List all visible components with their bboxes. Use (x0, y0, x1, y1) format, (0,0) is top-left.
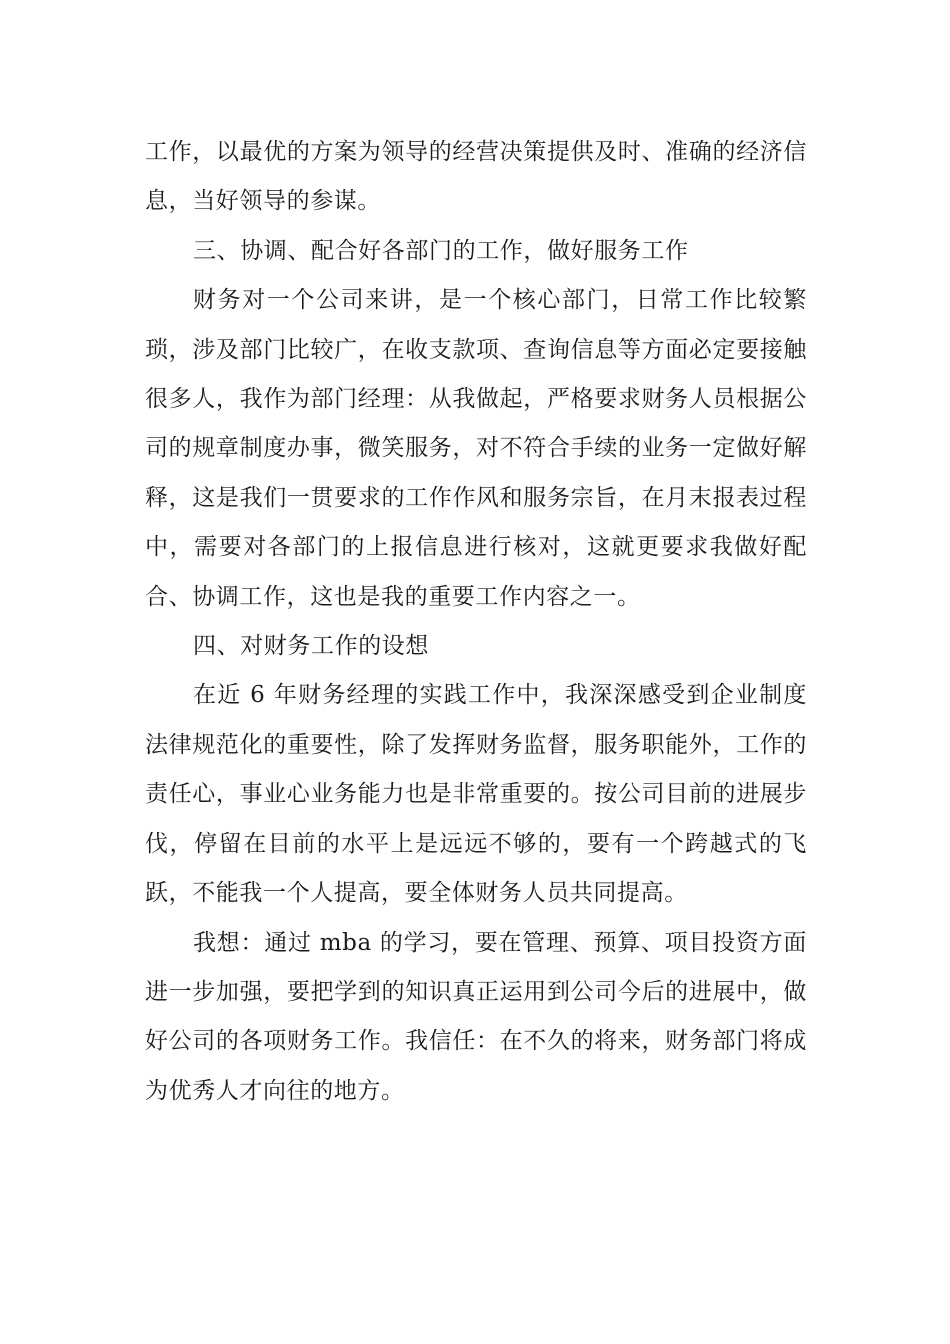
paragraph-continuation: 工作，以最优的方案为领导的经营决策提供及时、准确的经济信息，当好领导的参谋。 (145, 139, 807, 215)
section-heading-4: 四、对财务工作的设想 (193, 633, 429, 660)
paragraph-future-plans: 我想：通过 mba 的学习，要在管理、预算、项目投资方面进一步加强，要把学到的知识真正运用到公司今后的进展中，做好公司的各项财务工作。我信任：在不久的将来，财务部门将成为优秀人才向往的地方。 (145, 929, 807, 1104)
document-body (145, 128, 807, 1116)
paragraph-finance-role: 财务对一个公司来讲，是一个核心部门，日常工作比较繁琐，涉及部门比较广，在收支款项、查询信息等方面必定要接触很多人，我作为部门经理：从我做起，严格要求财务人员根据公司的规章制度办事，微笑服务，对不符合手续的业务一定做好解释，这是我们一贯要求的工作作风和服务宗旨，在月末报表过程中，需要对各部门的上报信息进行核对，这就更要求我做好配合、协调工作，这也是我的重要工作内容之一。 (145, 287, 807, 610)
section-heading-3: 三、协调、配合好各部门的工作，做好服务工作 (193, 237, 689, 264)
paragraph-experience: 在近 6 年财务经理的实践工作中，我深深感受到企业制度法律规范化的重要性，除了发挥财务监督，服务职能外，工作的责任心，事业心业务能力也是非常重要的。按公司目前的进展步伐，停留在目前的水平上是远远不够的，要有一个跨越式的飞跃，不能我一个人提高，要全体财务人员共同提高。 (145, 682, 807, 907)
